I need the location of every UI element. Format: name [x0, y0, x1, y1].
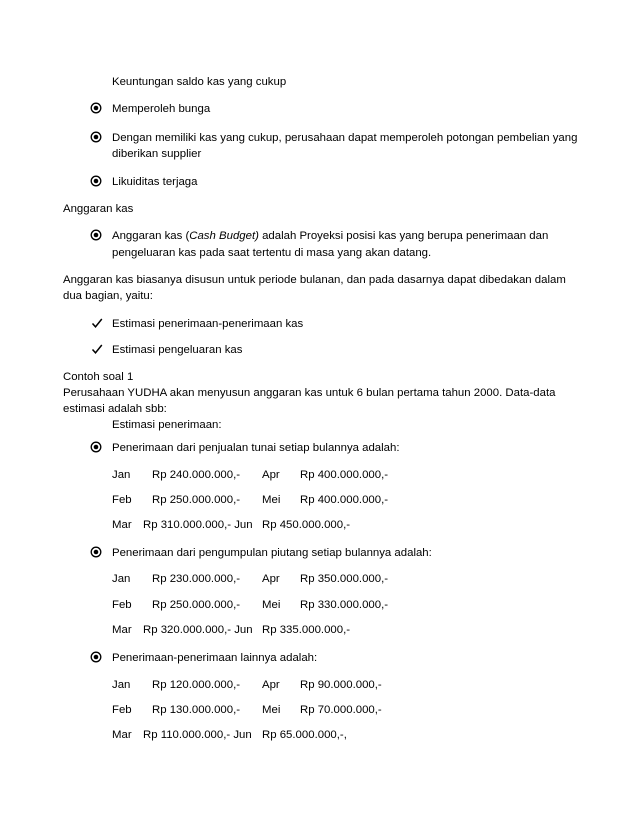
month-label: Mar — [112, 624, 132, 636]
amount-value: Rp 250.000.000,- — [152, 599, 241, 611]
month-label: Mar — [112, 519, 132, 531]
amount-value: Rp 65.000.000,-, — [262, 729, 347, 741]
monthly-row — [112, 468, 512, 482]
receipt-section-label: Penerimaan dari penjualan tunai setiap bulannya adalah: — [112, 442, 400, 454]
amount-value: Rp 250.000.000,- — [152, 494, 241, 506]
section-heading: Anggaran kas — [63, 203, 134, 215]
monthly-row — [112, 493, 512, 507]
monthly-row — [112, 623, 512, 637]
checkmark-bullet-icon — [91, 317, 105, 331]
benefit-item: Likuiditas terjaga — [112, 176, 198, 188]
target-bullet-icon — [90, 546, 104, 560]
amount-value: Rp 70.000.000,- — [300, 704, 382, 716]
month-label: Jan — [112, 469, 131, 481]
receipt-section-label: Penerimaan dari pengumpulan piutang setiap bulannya adalah: — [112, 547, 432, 559]
monthly-row — [112, 703, 512, 717]
amount-value: Rp 450.000.000,- — [262, 519, 351, 531]
amount-value: Rp 240.000.000,- — [152, 469, 241, 481]
amount-value: Rp 90.000.000,- — [300, 679, 382, 691]
example-subheading: Estimasi penerimaan: — [112, 419, 222, 431]
amount-value: Rp 400.000.000,- — [300, 494, 389, 506]
target-bullet-icon — [90, 175, 104, 189]
monthly-row — [112, 728, 512, 742]
month-label: Jan — [112, 679, 131, 691]
month-label: Jan — [112, 573, 131, 585]
definition-term: Anggaran kas ( — [112, 230, 190, 242]
month-label: Apr — [262, 679, 280, 691]
definition-line — [112, 229, 548, 243]
amount-value: Rp 130.000.000,- — [152, 704, 241, 716]
definition-line-2: pengeluaran kas pada saat tertentu di masa yang akan datang. — [112, 247, 432, 259]
amount-value: Rp 120.000.000,- — [152, 679, 241, 691]
monthly-row — [112, 518, 512, 532]
benefit-item: Memperoleh bunga — [112, 103, 211, 115]
paragraph-line: Anggaran kas biasanya disusun untuk periode bulanan, dan pada dasarnya dapat dibedakan dalam — [63, 274, 566, 286]
benefit-item: Dengan memiliki kas yang cukup, perusahaan dapat memperoleh potongan pembelian yang — [112, 132, 578, 144]
monthly-row — [112, 678, 512, 692]
month-label: Mei — [262, 599, 281, 611]
amount-value: Rp 400.000.000,- — [300, 469, 389, 481]
target-bullet-icon — [90, 131, 104, 145]
target-bullet-icon — [90, 441, 104, 455]
paragraph-line: dua bagian, yaitu: — [63, 290, 153, 302]
budget-part-item: Estimasi penerimaan-penerimaan kas — [112, 318, 304, 330]
month-label: Apr — [262, 469, 280, 481]
amount-value: Rp 350.000.000,- — [300, 573, 389, 585]
target-bullet-icon — [90, 102, 104, 116]
month-label: Feb — [112, 704, 132, 716]
amount-value: Rp 335.000.000,- — [262, 624, 351, 636]
target-bullet-icon — [90, 651, 104, 665]
definition-rest: adalah Proyeksi posisi kas yang berupa penerimaan dan — [258, 230, 549, 242]
target-bullet-icon — [90, 229, 104, 243]
example-line: estimasi adalah sbb: — [63, 403, 167, 415]
amount-value: Rp 230.000.000,- — [152, 573, 241, 585]
month-label: Feb — [112, 599, 132, 611]
example-title: Contoh soal 1 — [63, 371, 134, 383]
receipt-section-label: Penerimaan-penerimaan lainnya adalah: — [112, 652, 318, 664]
amount-value: Rp 310.000.000,- Jun — [143, 519, 253, 531]
amount-value: Rp 330.000.000,- — [300, 599, 389, 611]
amount-value: Rp 110.000.000,- Jun — [143, 729, 252, 741]
month-label: Mei — [262, 494, 281, 506]
month-label: Feb — [112, 494, 132, 506]
month-label: Mei — [262, 704, 281, 716]
budget-part-item: Estimasi pengeluaran kas — [112, 344, 243, 356]
checkmark-bullet-icon — [91, 343, 105, 357]
monthly-row — [112, 598, 512, 612]
example-line: Perusahaan YUDHA akan menyusun anggaran kas untuk 6 bulan pertama tahun 2000. Data-data — [63, 387, 556, 399]
definition-italic: Cash Budget) — [189, 230, 259, 242]
benefit-item-continuation: diberikan supplier — [112, 148, 202, 160]
intro-heading-line: Keuntungan saldo kas yang cukup — [112, 76, 287, 88]
month-label: Apr — [262, 573, 280, 585]
amount-value: Rp 320.000.000,- Jun — [143, 624, 253, 636]
month-label: Mar — [112, 729, 132, 741]
monthly-row — [112, 572, 512, 586]
